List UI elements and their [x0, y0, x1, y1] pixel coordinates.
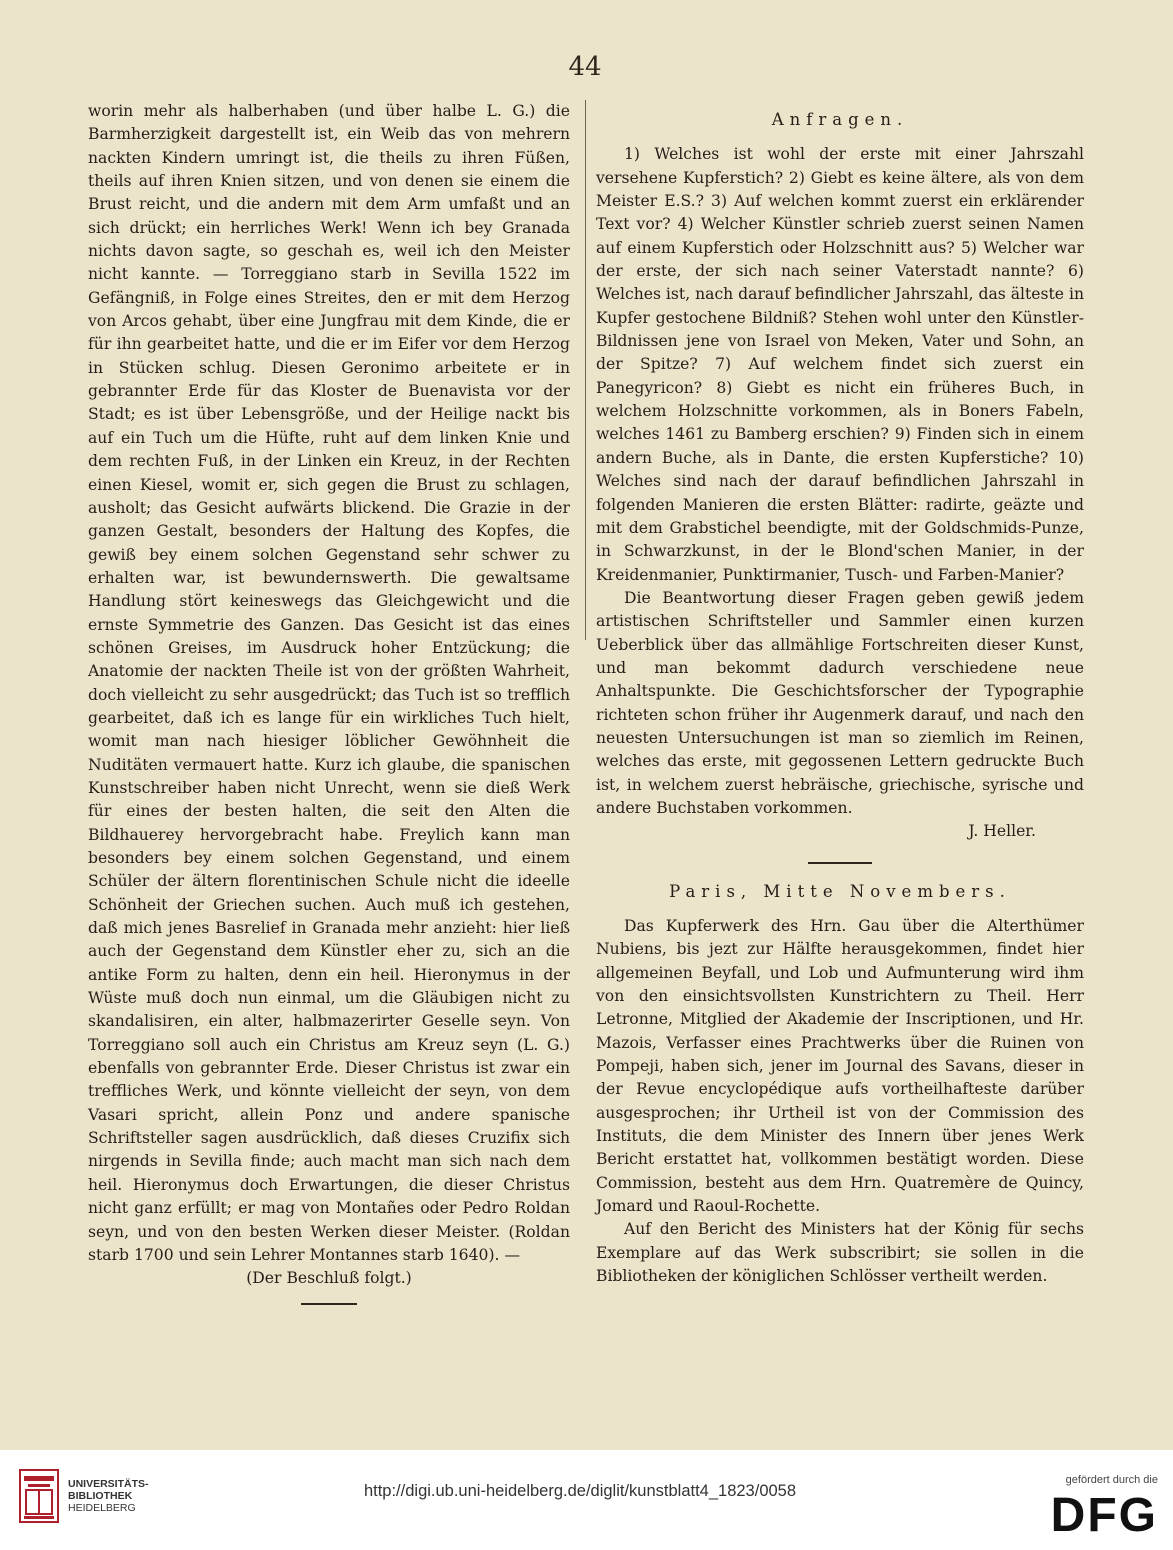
university-seal-icon [18, 1468, 60, 1524]
page-number: 44 [568, 52, 602, 82]
paris-paragraph: Das Kupferwerk des Hrn. Gau über die Alterthümer Nubiens, bis jezt zur Hälfte herausgekommen, findet hier allgemeinen Beyfall, und Lob und Aufmunterung wird ihm von den einsichtsvollsten Kunstrichtern zu Theil. Herr Letronne, Mitglied der Akademie der Inscriptionen, und Hr. Mazois, Verfasser eines Prachtwerks über die Ruinen von Pompeji, haben sich, jener im Journal des Savans, dieser in der Revue encyclopédique aufs vortheilhafteste darüber ausgesprochen; ihr Urtheil ist von der Commission des Instituts, die dem Minister des Innern über jenes Werk Bericht erstattet hat, vollkommen bestätigt worden. Diese Commission, besteht aus dem Hrn. Quatremère de Quincy, Jomard und Raoul-Rochette. [596, 917, 1084, 1216]
continuation-note: (Der Beschluß folgt.) [246, 1269, 412, 1288]
paris-paragraph: Auf den Bericht des Ministers hat der König für sechs Exemplare auf das Werk subscribirt; sie sollen in die Bibliotheken der königlichen Schlösser vertheilt werden. [596, 1220, 1084, 1286]
library-name-line: HEIDELBERG [68, 1502, 136, 1514]
funder-label: gefördert durch die [1065, 1474, 1158, 1486]
section-separator [301, 1303, 357, 1305]
permalink-url[interactable]: http://digi.ub.uni-heidelberg.de/diglit/kunstblatt4_1823/0058 [363, 1482, 797, 1500]
questions-paragraph: 1) Welches ist wohl der erste mit einer Jahrszahl versehene Kupferstich? 2) Giebt es keine ältere, als von dem Meister E.S.? 3) Auf welchen kommt zuerst ein erklärender Text vor? 4) Welcher Künstler schrieb zuerst seinen Namen auf einem Kupferstich oder Holzschnitt aus? 5) Welcher war der erste, der sich nach seiner Vaterstadt nannte? 6) Welches ist, nach darauf befindlicher Jahrszahl, das älteste in Kupfer gestochene Bildniß? Stehen wohl unter den Künstler-Bildnissen jene von Israel von Meken, Vater und Sohn, an der Spitze? 7) Auf welchem findet sich zuerst ein Panegyricon? 8) Giebt es nicht ein früheres Buch, in welchem Holzschnitte vorkommen, als in Boners Fabeln, welches 1461 zu Bamberg erschien? 9) Finden sich in einem andern Buche, als in Dante, die ersten Kupferstiche? 10) Welches sind nach der darauf befindlichen Jahrszahl in folgenden Manieren die ersten Blätter: radirte, geäzte und mit dem Grabstichel beendigte, mit der Goldschmids-Punze, in Schwarzkunst, in der le Blond'schen Manier, in der Kreidenmanier, Punktirmanier, Tusch- und Farben-Manier? [596, 145, 1085, 584]
answer-paragraph: Die Beantwortung dieser Fragen geben gewiß jedem artistischen Schriftsteller und Sammler einen kurzen Ueberblick über das allmählige Fortschreiten dieser Kunst, und man bekommt dadurch verschiedene neue Anhaltspunkte. Die Geschichtsforscher der Typographie richteten schon früher ihr Augenmerk darauf, und nach den neuesten Untersuchungen ist man so ziemlich im Reinen, welches das erste, mit gegossenen Lettern gedruckte Buch ist, in welchem zuerst hebräische, griechische, syrische und andere Buchstaben vorkommen. [596, 588, 1084, 817]
author-signature: J. Heller. [968, 822, 1036, 841]
left-column [88, 100, 570, 1315]
library-name-line: BIBLIOTHEK [68, 1490, 133, 1502]
section-separator [808, 862, 872, 864]
left-paragraph: worin mehr als halberhaben (und über halbe L. G.) die Barmherzigkeit dargestellt ist, ein Weib das von mehrern nackten Kindern umringt ist, die theils zu ihren Füßen, theils auf ihren Knien sitzen, und von denen sie einem die Brust reicht, und die andern mit dem Arm umfaßt und an sich drückt; ein herrliches Werk! Wenn ich bey Granada nichts davon sagte, so geschah es, weil ich den Meister nicht kannte. — Torreggiano starb in Sevilla 1522 im Gefängniß, in Folge eines Streites, den er mit dem Herzog von Arcos gehabt, über eine Jungfrau mit dem Kinde, die er für ihn gearbeitet hatte, und die er im Eifer vor dem Herzog in Stücken schlug. Diesen Geronimo arbeitete er in gebrannter Erde für das Kloster de Buenavista vor der Stadt; es ist über Lebensgröße, und der Heilige nackt bis auf ein Tuch um die Hüfte, ruht auf dem linken Knie und dem rechten Fuß, in der Linken ein Kreuz, in der Rechten einen Kiesel, womit er, sich gegen die Brust zu schlagen, ausholt; das Gesicht aufwärts blickend. Die Grazie in der ganzen Gestalt, besonders der Haltung des Kopfes, die gewiß bey einem solchen Gegenstand sehr schwer zu erhalten war, ist bewundernswerth. Die gewaltsame Handlung stört keineswegs das Gleichgewicht und die ernste Symmetrie des Ganzen. Das Gesicht ist das eines schönen Greises, im Ausdruck hoher Entzückung; die Anatomie der nackten Theile ist von der größten Wahrheit, doch vielleicht zu sehr ausgedrückt; das Tuch ist so trefflich gearbeitet, daß ich es lange für ein wirkliches Tuch hielt, womit man nach hiesiger löblicher Gewöhnheit die Nuditäten vermauert hatte. Kurz ich glaube, die spanischen Kunstschreiber haben nicht Unrecht, wenn sie dieß Werk für eines der besten halten, die seit den Alten die Bildhauerey hervorgebracht habe. Freylich kann man besonders bey einem solchen Gegenstand, und einem Schüler der ältern florentinischen Schule nicht die ideelle Schönheit der Griechen suchen. Auch muß ich gestehen, daß mich jenes Basrelief in Granada mehr anzieht: hier ließ auch der Gegenstand dem Künstler eher zu, sich an die antike Form zu halten, denn ein heil. Hieronymus in der Wüste muß doch nun einmal, um die Gläubigen nicht zu skandalisiren, ein alter, halbmazerirter Geselle seyn. Von Torreggiano soll auch ein Christus am Kreuz seyn (L. G.) ebenfalls von gebrannter Erde. Dieser Christus ist zwar ein treffliches Werk, und könnte vielleicht der seyn, von dem Vasari spricht, allein Ponz und andere spanische Schriftsteller sagen ausdrücklich, daß dieses Cruzifix sich nirgends in Sevilla finde; auch macht man sich nach dem heil. Hieronymus doch Erwartungen, die dieser Christus nicht ganz erfüllt; er mag von Montañes oder Pedro Roldan seyn, und von den besten Werken dieser Meister. (Roldan starb 1700 und sein Lehrer Montannes starb 1640). — [88, 102, 570, 1264]
column-divider [585, 100, 586, 640]
right-column [596, 100, 1084, 1289]
library-name-line: UNIVERSITÄTS- [68, 1478, 149, 1490]
section-heading-paris: Paris, Mitte Novembers. [669, 881, 1011, 901]
dfg-logo: DFG [1050, 1489, 1158, 1542]
section-heading-anfragen: Anfragen. [771, 110, 909, 129]
library-name [68, 1478, 149, 1514]
